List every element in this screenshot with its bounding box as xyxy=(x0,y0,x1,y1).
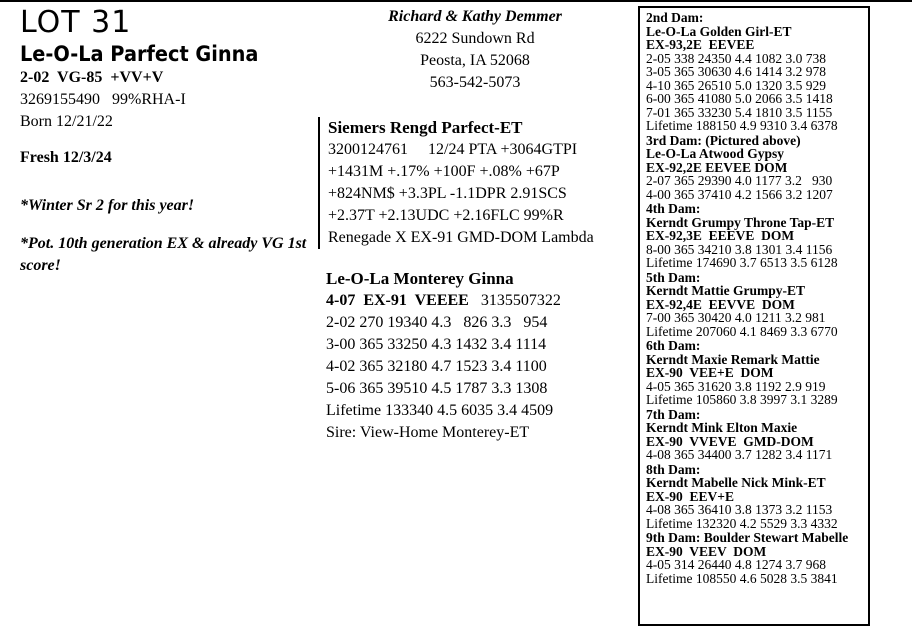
ancestor-name-class: EX-90 VEE+E DOM xyxy=(646,365,774,380)
fresh-date: Fresh 12/3/24 xyxy=(20,149,112,166)
ancestor-heading: 2nd Dam: xyxy=(646,10,704,25)
dam-block xyxy=(326,268,626,444)
sire-block xyxy=(318,117,640,249)
consignor-block xyxy=(325,6,625,94)
animal-born: Born 12/21/22 xyxy=(20,113,113,130)
pedigree-list xyxy=(646,11,866,586)
ancestor-name-class: Le-O-La Golden Girl-ET xyxy=(646,23,792,39)
ancestor-dam xyxy=(646,408,866,462)
ancestor-record: 4-08 365 36410 3.8 1373 3.2 1153 xyxy=(646,502,833,517)
consignor-owner: Richard & Kathy Demmer xyxy=(388,8,562,25)
sire-line: +2.37T +2.13UDC +2.16FLC 99%R xyxy=(328,207,564,224)
consignor-phone: 563-542-5073 xyxy=(429,74,521,91)
ancestor-record: Lifetime 132320 4.2 5529 3.3 4332 xyxy=(646,515,838,531)
ancestor-record: 4-05 365 31620 3.8 1192 2.9 919 xyxy=(646,378,826,394)
ancestor-record: 3-05 365 30630 4.6 1414 3.2 978 xyxy=(646,64,826,79)
ancestor-name-class: EX-92,3E EEEVE DOM xyxy=(646,228,795,243)
ancestor-record: 4-08 365 34400 3.7 1282 3.4 1171 xyxy=(646,447,833,462)
animal-registration: 3269155490 99%RHA-I xyxy=(20,91,186,108)
ancestor-heading: 3rd Dam: (Pictured above) xyxy=(646,132,801,148)
ancestor-record: 7-01 365 33230 5.4 1810 3.5 1155 xyxy=(646,104,833,120)
ancestor-name-class: Kerndt Mabelle Nick Mink-ET xyxy=(646,475,826,490)
ancestor-record: 4-10 365 26510 5.0 1320 3.5 929 xyxy=(646,77,826,93)
top-rule xyxy=(0,0,912,2)
dam-name: Le-O-La Monterey Ginna xyxy=(326,269,514,288)
note-generation: *Pot. 10th generation EX & already VG 1st score! xyxy=(20,235,307,274)
dam-record: Lifetime 133340 4.5 6035 3.4 4509 xyxy=(326,402,554,419)
ancestor-name-class: EX-90 VVEVE GMD-DOM xyxy=(646,433,814,449)
ancestor-name-class: EX-90 VEEV DOM xyxy=(646,543,767,559)
lot-number: LOT 31 xyxy=(20,5,132,40)
dam-record: 5-06 365 39510 4.5 1787 3.3 1308 xyxy=(326,380,548,397)
sire-name: Siemers Rengd Parfect-ET xyxy=(328,118,523,137)
sire-line: +1431M +.17% +100F +.08% +67P xyxy=(328,163,560,180)
dam-sire: Sire: View-Home Monterey-ET xyxy=(326,424,530,441)
ancestor-dam xyxy=(646,271,866,339)
ancestor-dam xyxy=(646,202,866,270)
ancestor-record: 2-07 365 29390 4.0 1177 3.2 930 xyxy=(646,173,833,188)
ancestor-heading: 5th Dam: xyxy=(646,269,701,285)
ancestor-record: Lifetime 108550 4.6 5028 3.5 3841 xyxy=(646,570,838,586)
consignor-city: Peosta, IA 52068 xyxy=(420,52,530,69)
ancestor-record: Lifetime 105860 3.8 3997 3.1 3289 xyxy=(646,392,838,407)
ancestor-record: 7-00 365 30420 4.0 1211 3.2 981 xyxy=(646,310,826,325)
ancestor-name-class: EX-90 EEV+E xyxy=(646,488,734,504)
ancestor-name-class: EX-92,2E EEVEE DOM xyxy=(646,159,788,175)
ancestor-dam xyxy=(646,134,866,202)
ancestor-name-class: Kerndt Mattie Grumpy-ET xyxy=(646,283,805,298)
ancestor-name-class: Kerndt Maxie Remark Mattie xyxy=(646,351,820,367)
animal-classification: 2-02 VG-85 +VV+V xyxy=(20,69,164,86)
dam-record: 3-00 365 33250 4.3 1432 3.4 1114 xyxy=(326,336,547,353)
ancestor-record: 8-00 365 34210 3.8 1301 3.4 1156 xyxy=(646,241,833,257)
dam-record: 2-02 270 19340 4.3 826 3.3 954 xyxy=(326,314,548,331)
ancestor-name-class: EX-93,2E EEVEE xyxy=(646,37,755,52)
ancestor-record: 2-05 338 24350 4.4 1082 3.0 738 xyxy=(646,50,826,66)
ancestor-name-class: EX-92,4E EEVVE DOM xyxy=(646,296,795,312)
pedigree-box xyxy=(638,6,870,626)
ancestor-heading: 9th Dam: Boulder Stewart Mabelle xyxy=(646,530,849,545)
animal-name: Le-O-La Parfect Ginna xyxy=(20,42,259,66)
ancestor-record: 6-00 365 41080 5.0 2066 3.5 1418 xyxy=(646,91,833,106)
animal-info xyxy=(20,6,310,277)
dam-registration: 3135507322 xyxy=(480,292,561,309)
ancestor-dam xyxy=(646,339,866,407)
dam-classification: 4-07 EX-91 VEEEE xyxy=(326,292,469,309)
ancestor-name-class: Le-O-La Atwood Gypsy xyxy=(646,146,785,161)
ancestor-heading: 4th Dam: xyxy=(646,201,701,216)
ancestor-dam xyxy=(646,531,866,585)
ancestor-heading: 8th Dam: xyxy=(646,461,701,477)
ancestor-record: Lifetime 188150 4.9 9310 3.4 6378 xyxy=(646,118,838,133)
ancestor-dam xyxy=(646,11,866,133)
sire-line: 3200124761 12/24 PTA +3064GTPI xyxy=(328,141,578,158)
sire-line: +824NM$ +3.3PL -1.1DPR 2.91SCS xyxy=(328,185,567,202)
ancestor-name-class: Kerndt Mink Elton Maxie xyxy=(646,420,798,435)
ancestor-record: Lifetime 207060 4.1 8469 3.3 6770 xyxy=(646,323,838,339)
sire-line: Renegade X EX-91 GMD-DOM Lambda xyxy=(328,229,594,246)
ancestor-dam xyxy=(646,463,866,531)
note-winter: *Winter Sr 2 for this year! xyxy=(20,197,195,214)
ancestor-heading: 6th Dam: xyxy=(646,338,701,353)
ancestor-record: 4-00 365 37410 4.2 1566 3.2 1207 xyxy=(646,186,833,202)
ancestor-heading: 7th Dam: xyxy=(646,406,701,422)
ancestor-record: 4-05 314 26440 4.8 1274 3.7 968 xyxy=(646,557,826,572)
ancestor-record: Lifetime 174690 3.7 6513 3.5 6128 xyxy=(646,255,838,270)
ancestor-name-class: Kerndt Grumpy Throne Tap-ET xyxy=(646,214,835,230)
dam-record: 4-02 365 32180 4.7 1523 3.4 1100 xyxy=(326,358,547,375)
consignor-street: 6222 Sundown Rd xyxy=(415,30,535,47)
